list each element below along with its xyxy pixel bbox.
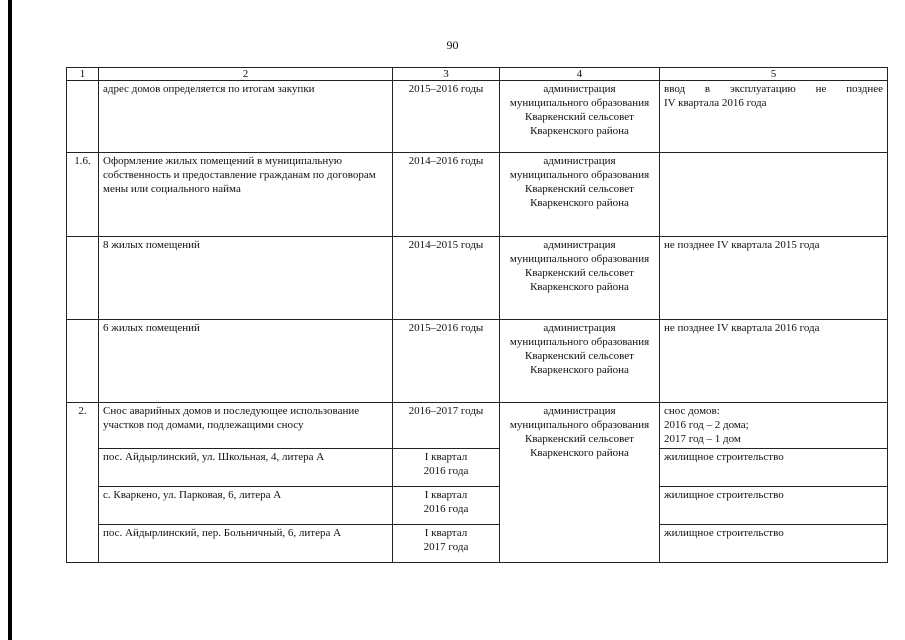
result-line: 2017 год – 1 дом: [664, 433, 741, 445]
result: не позднее IV квартала 2015 года: [660, 237, 888, 320]
table-row: [67, 449, 888, 487]
period-line: 2016 года: [423, 503, 469, 515]
period-line: 2017 года: [423, 541, 469, 553]
result-line: снос домов:: [664, 405, 720, 417]
row-number: [67, 320, 99, 403]
result: жилищное строительство: [660, 487, 888, 525]
period: [393, 449, 500, 487]
column-header: 5: [660, 68, 888, 81]
event-name: Оформление жилых помещений в муниципальную собственность и предоставление гражданам по договорам мены или социального найма: [99, 153, 393, 237]
table-row: [67, 320, 888, 403]
row-number: 1.6.: [67, 153, 99, 237]
period-line: 2016 года: [423, 465, 469, 477]
result-line: ввод в эксплуатацию не позднее: [664, 83, 883, 95]
executor: администрация муниципального образования Кваркенский сельсовет Кваркенского района: [500, 81, 660, 153]
column-header: 3: [393, 68, 500, 81]
table-row: [67, 403, 888, 449]
period: 2015–2016 годы: [393, 320, 500, 403]
program-table: [66, 67, 888, 563]
row-number: [67, 237, 99, 320]
page-number: 90: [446, 38, 459, 52]
result-line: IV квартала 2016 года: [664, 97, 767, 109]
row-number: [67, 81, 99, 153]
table-row: [67, 525, 888, 563]
period: 2014–2015 годы: [393, 237, 500, 320]
address: пос. Айдырлинский, пер. Больничный, 6, литера А: [99, 525, 393, 563]
result-line: 2016 год – 2 дома;: [664, 419, 749, 431]
event-name: Снос аварийных домов и последующее использование участков под домами, подлежащими сносу: [99, 403, 393, 449]
period-line: I квартал: [424, 489, 468, 501]
result: не позднее IV квартала 2016 года: [660, 320, 888, 403]
period-line: I квартал: [424, 451, 468, 463]
table-header-row: [67, 68, 888, 81]
period: 2014–2016 годы: [393, 153, 500, 237]
column-header: 4: [500, 68, 660, 81]
event-name: 8 жилых помещений: [99, 237, 393, 320]
row-number: 2.: [67, 403, 99, 563]
address: пос. Айдырлинский, ул. Школьная, 4, литера А: [99, 449, 393, 487]
result: жилищное строительство: [660, 449, 888, 487]
period: [393, 487, 500, 525]
table-row: [67, 153, 888, 237]
period: 2015–2016 годы: [393, 81, 500, 153]
executor: администрация муниципального образования Кваркенский сельсовет Кваркенского района: [500, 320, 660, 403]
executor: администрация муниципального образования Кваркенский сельсовет Кваркенского района: [500, 153, 660, 237]
period: 2016–2017 годы: [393, 403, 500, 449]
table-row: [67, 81, 888, 153]
page-edge-bar: [8, 0, 12, 640]
result: [660, 403, 888, 449]
table-row: [67, 487, 888, 525]
table-row: [67, 237, 888, 320]
period-line: I квартал: [424, 527, 468, 539]
result: жилищное строительство: [660, 525, 888, 563]
result: [660, 153, 888, 237]
address: с. Кваркено, ул. Парковая, 6, литера А: [99, 487, 393, 525]
executor: администрация муниципального образования Кваркенский сельсовет Кваркенского района: [500, 237, 660, 320]
executor: администрация муниципального образования Кваркенский сельсовет Кваркенского района: [500, 403, 660, 563]
result: [660, 81, 888, 153]
column-header: 2: [99, 68, 393, 81]
event-name: 6 жилых помещений: [99, 320, 393, 403]
column-header: 1: [67, 68, 99, 81]
event-name: адрес домов определяется по итогам закупки: [99, 81, 393, 153]
period: [393, 525, 500, 563]
